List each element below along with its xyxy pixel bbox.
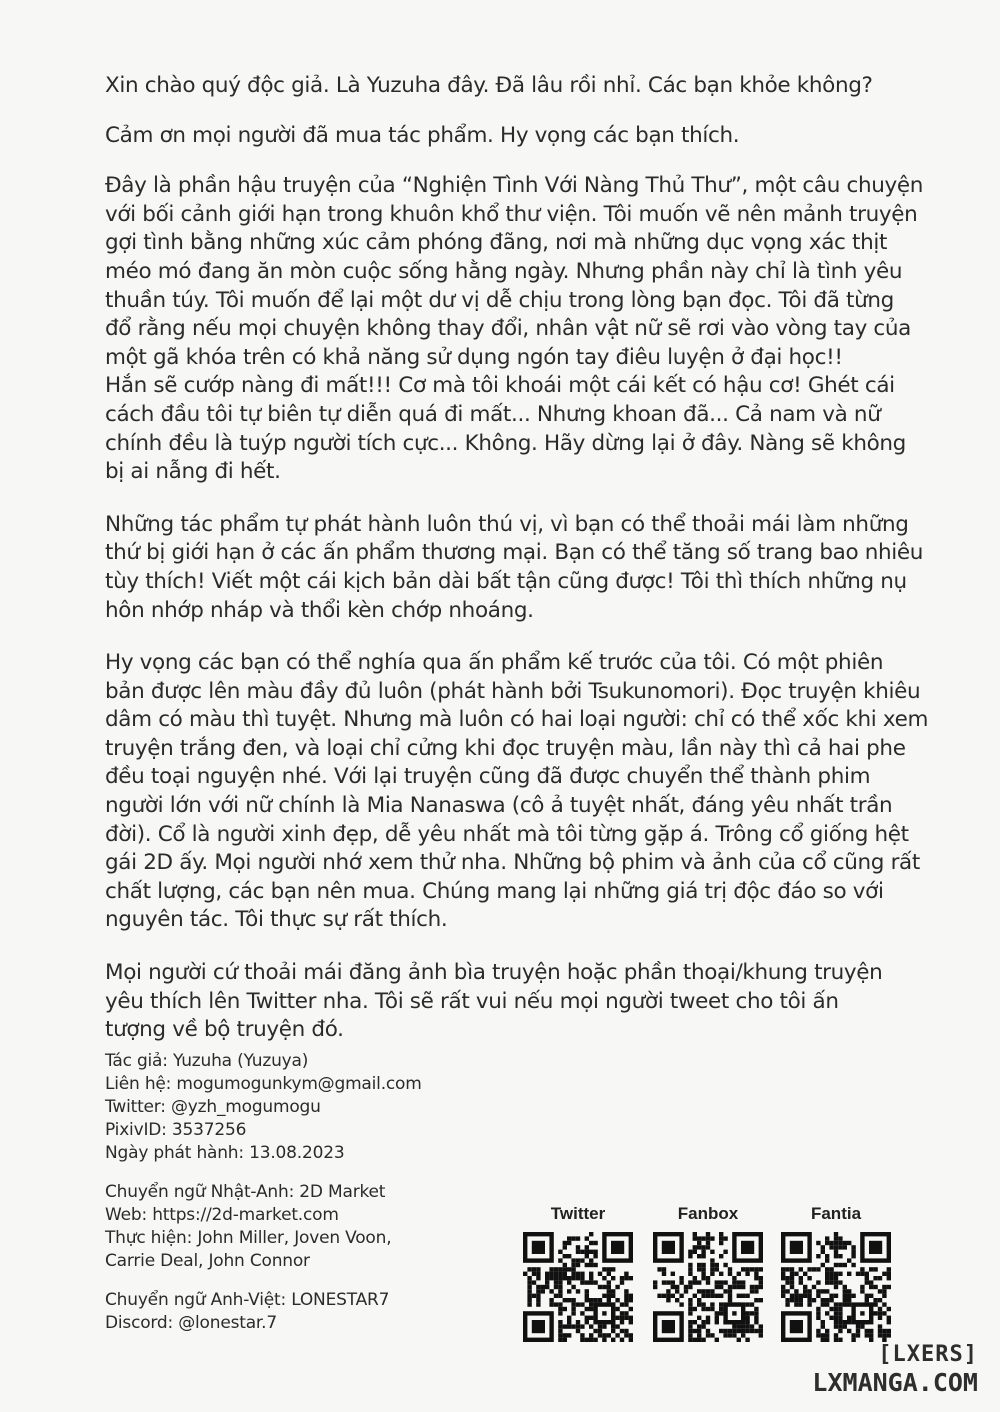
qr-code-icon[interactable] — [523, 1232, 633, 1342]
text-line: đổ rằng nếu mọi chuyện không thay đổi, nhân vật nữ sẽ rơi vào vòng tay của — [105, 316, 911, 342]
text-line: thứ bị giới hạn ở các ấn phẩm thương mại. Bạn có thể tăng số trang bao nhiêu — [105, 540, 924, 566]
text-line: Cảm ơn mọi người đã mua tác phẩm. Hy vọng các bạn thích. — [105, 122, 740, 148]
text-line: hôn nhớp nháp và thổi kèn chớp nhoáng. — [105, 597, 534, 623]
text-line: một gã khóa trên có khả năng sử dụng ngón tay điêu luyện ở đại học!! — [105, 344, 843, 370]
text-line: chất lượng, các bạn nên mua. Chúng mang lại những giá trị độc đáo so với — [105, 878, 884, 904]
text-line: bản được lên màu đầy đủ luôn (phát hành bởi Tsukunomori). Đọc truyện khiêu — [105, 678, 921, 704]
contact-line: Liên hệ: mogumogunkym@gmail.com — [105, 1074, 422, 1094]
text-line: tùy thích! Viết một cái kịch bản dài bất tận cũng được! Tôi thì thích những nụ — [105, 568, 907, 594]
qr-label: Fanbox — [677, 1204, 739, 1223]
website-line: Web: https://2d-market.com — [105, 1205, 339, 1225]
text-line: yêu thích lên Twitter nha. Tôi sẽ rất vui nếu mọi người tweet cho tôi ấn — [105, 988, 839, 1014]
text-line: người lớn với nữ chính là Mia Nanaswa (cô ả tuyệt nhất, đáng yêu nhất trần — [105, 793, 893, 819]
discord-line: Discord: @lonestar.7 — [105, 1313, 277, 1333]
text-line: Mọi người cứ thoải mái đăng ảnh bìa truyện hoặc phần thoại/khung truyện — [105, 960, 883, 986]
text-line: nguyên tác. Tôi thực sự rất thích. — [105, 907, 448, 933]
text-line: cách đầu tôi tự biên tự diễn quá đi mất... Nhưng khoan đã... Cả nam và nữ — [105, 401, 881, 427]
jp-en-translator-line: Chuyển ngữ Nhật-Anh: 2D Market — [105, 1182, 386, 1202]
text-line: tượng về bộ truyện đó. — [105, 1017, 344, 1043]
paragraph-twitter — [105, 959, 905, 1045]
watermark-line1: [LXERS] — [878, 1342, 978, 1367]
staff-line-cont: Carrie Deal, John Connor — [105, 1251, 310, 1271]
twitter-line: Twitter: @yzh_mogumogu — [105, 1097, 321, 1117]
author-line: Tác giả: Yuzuha (Yuzuya) — [105, 1051, 309, 1071]
en-vi-translator-line: Chuyển ngữ Anh-Việt: LONESTAR7 — [105, 1290, 390, 1310]
text-line: Xin chào quý độc giả. Là Yuzuha đây. Đã lâu rồi nhỉ. Các bạn khỏe không? — [105, 73, 873, 98]
paragraph-story — [105, 172, 924, 487]
qr-fanbox[interactable] — [652, 1204, 764, 1342]
vietnamese-translation-info — [105, 1289, 525, 1335]
text-line: chính đều là tuýp người tích cực... Không. Hãy dừng lại ở đây. Nàng sẽ không — [105, 430, 906, 456]
paragraph-previous-work — [105, 649, 929, 935]
qr-codes — [522, 1204, 922, 1354]
release-date-line: Ngày phát hành: 13.08.2023 — [105, 1143, 345, 1163]
text-line: Hy vọng các bạn có thể nghía qua ấn phẩm kế trước của tôi. Có một phiên — [105, 650, 884, 676]
text-line: gái 2D ấy. Mọi người nhớ xem thử nha. Những bộ phim và ảnh của cổ cũng rất — [105, 850, 920, 876]
qr-twitter[interactable] — [522, 1204, 634, 1342]
qr-label: Fantia — [810, 1204, 862, 1223]
text-line: truyện trắng đen, và loại chỉ cửng khi đọc truyện màu, lần này thì cả hai phe — [105, 735, 906, 761]
credits-block — [105, 1050, 525, 1351]
text-line: đời). Cổ là người xinh đẹp, dễ yêu nhất mà tôi từng gặp á. Trông cổ giống hệt — [105, 821, 909, 847]
paragraph-self-published — [105, 511, 924, 625]
text-line: bị ai nẫng đi hết. — [105, 459, 281, 485]
english-translation-info — [105, 1181, 525, 1273]
watermark — [812, 1342, 978, 1398]
qr-code-icon[interactable] — [781, 1232, 891, 1342]
qr-code-icon[interactable] — [653, 1232, 763, 1342]
text-line: Hắn sẽ cướp nàng đi mất!!! Cơ mà tôi khoái một cái kết có hậu cơ! Ghét cái — [105, 373, 895, 399]
paragraph-greeting — [105, 72, 905, 101]
pixiv-line: PixivID: 3537256 — [105, 1120, 247, 1140]
staff-line: Thực hiện: John Miller, Joven Voon, — [105, 1228, 392, 1248]
text-line: Những tác phẩm tự phát hành luôn thú vị, vì bạn có thể thoải mái làm những — [105, 511, 909, 537]
paragraph-thanks — [105, 122, 905, 151]
text-line: đều toại nguyện nhé. Với lại truyện cũng đã được chuyển thể thành phim — [105, 764, 871, 790]
text-line: méo mó đang ăn mòn cuộc sống hằng ngày. Nhưng phần này chỉ là tình yêu — [105, 258, 903, 284]
author-info — [105, 1050, 525, 1165]
qr-fantia[interactable] — [780, 1204, 892, 1342]
text-line: Đây là phần hậu truyện của “Nghiện Tình Với Nàng Thủ Thư”, một câu chuyện — [105, 173, 924, 199]
text-line: thuần túy. Tôi muốn để lại một dư vị dễ chịu trong lòng bạn đọc. Tôi đã từng — [105, 287, 894, 313]
text-line: dâm có màu thì tuyệt. Nhưng mà luôn có hai loại người: chỉ có thể xốc khi xem — [105, 707, 929, 733]
afterword — [105, 72, 929, 1069]
text-line: gợi tình bằng những xúc cảm phóng đãng, nơi mà những dục vọng xác thịt — [105, 230, 888, 256]
qr-label: Twitter — [550, 1204, 606, 1223]
watermark-line2: LXMANGA.COM — [812, 1368, 978, 1397]
text-line: với bối cảnh giới hạn trong khuôn khổ thư viện. Tôi muốn vẽ nên mảnh truyện — [105, 201, 918, 227]
